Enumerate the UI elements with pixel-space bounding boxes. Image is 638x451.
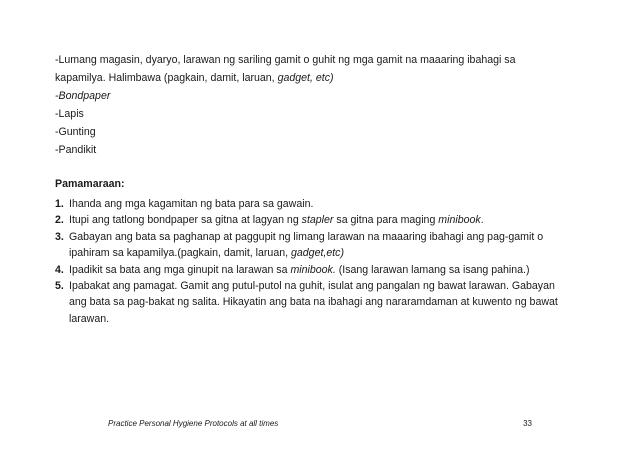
material-bondpaper <box>55 87 595 105</box>
step-3-line-1: Gabayan ang bata sa paghanap at paggupit ng limang larawan na maaaring ibahagi ang pag-gamit o <box>69 230 544 243</box>
footer-title: Practice Personal Hygiene Protocols at all times <box>108 419 279 428</box>
page-content <box>55 51 595 327</box>
procedure-step-2 <box>55 212 595 228</box>
step-2-text-c: sa gitna para maging <box>333 214 439 227</box>
step-2-text-a: Itupi ang tatlong bondpaper sa gitna at lagyan ng <box>69 214 302 227</box>
step-text <box>69 196 595 212</box>
step-2-text-e: . <box>480 214 484 227</box>
materials-line-1: -Lumang magasin, dyaryo, larawan ng sariling gamit o guhit ng mga gamit na maaaring ibahagi sa <box>55 54 516 66</box>
material-pandikit: -Pandikit <box>55 144 97 156</box>
procedure-step-1 <box>55 196 595 212</box>
material-lapis: -Lapis <box>55 108 84 120</box>
procedure-steps <box>55 196 595 327</box>
step-5-line-1: Ipabakat ang pamagat. Gamit ang putul-putol na guhit, isulat ang pangalan ng bawat larawan. Gabayan <box>69 280 555 293</box>
procedure-step-5 <box>55 278 595 327</box>
page-number: 33 <box>523 419 532 428</box>
step-3-gadget: gadget,etc) <box>291 247 345 260</box>
step-2-stapler: stapler <box>301 214 334 227</box>
materials-line-2-text: kapamilya. Halimbawa (pagkain, damit, laruan, <box>55 72 278 84</box>
page-footer <box>108 419 532 429</box>
procedure-heading: Pamamaraan: <box>55 178 125 190</box>
step-number: 5. <box>55 280 64 293</box>
step-1-text: Ihanda ang mga kagamitan ng bata para sa gawain. <box>69 198 314 210</box>
step-text <box>69 278 595 327</box>
step-5-line-3: larawan. <box>69 312 110 325</box>
step-number: 2. <box>55 214 64 227</box>
step-4-minibook: minibook. <box>290 263 336 276</box>
step-4-text-c: (Isang larawan lamang sa isang pahina.) <box>335 263 530 276</box>
step-5-line-2: ang bata sa pag-bakat ng salita. Hikayatin ang bata na ibahagi ang nararamdaman at kuwento ng bawat <box>69 296 558 309</box>
material-gunting: -Gunting <box>55 126 96 138</box>
step-number: 3. <box>55 230 64 243</box>
step-text <box>69 229 595 262</box>
step-text <box>69 262 595 278</box>
step-number: 4. <box>55 263 64 276</box>
materials-line-2-italic: gadget, etc) <box>277 72 334 84</box>
procedure-step-4 <box>55 262 595 278</box>
step-2-minibook: minibook <box>438 214 481 227</box>
step-4-text-a: Ipadikit sa bata ang mga ginupit na larawan sa <box>69 263 291 276</box>
procedure-step-3 <box>55 229 595 262</box>
material-bondpaper-text: -Bondpaper <box>55 90 111 102</box>
step-text <box>69 212 595 228</box>
materials-line-2 <box>55 69 595 87</box>
step-number: 1. <box>55 198 64 210</box>
section-gap <box>55 159 595 175</box>
step-3-line-2: ipahiram sa kapamilya.(pagkain, damit, laruan, <box>69 247 291 260</box>
